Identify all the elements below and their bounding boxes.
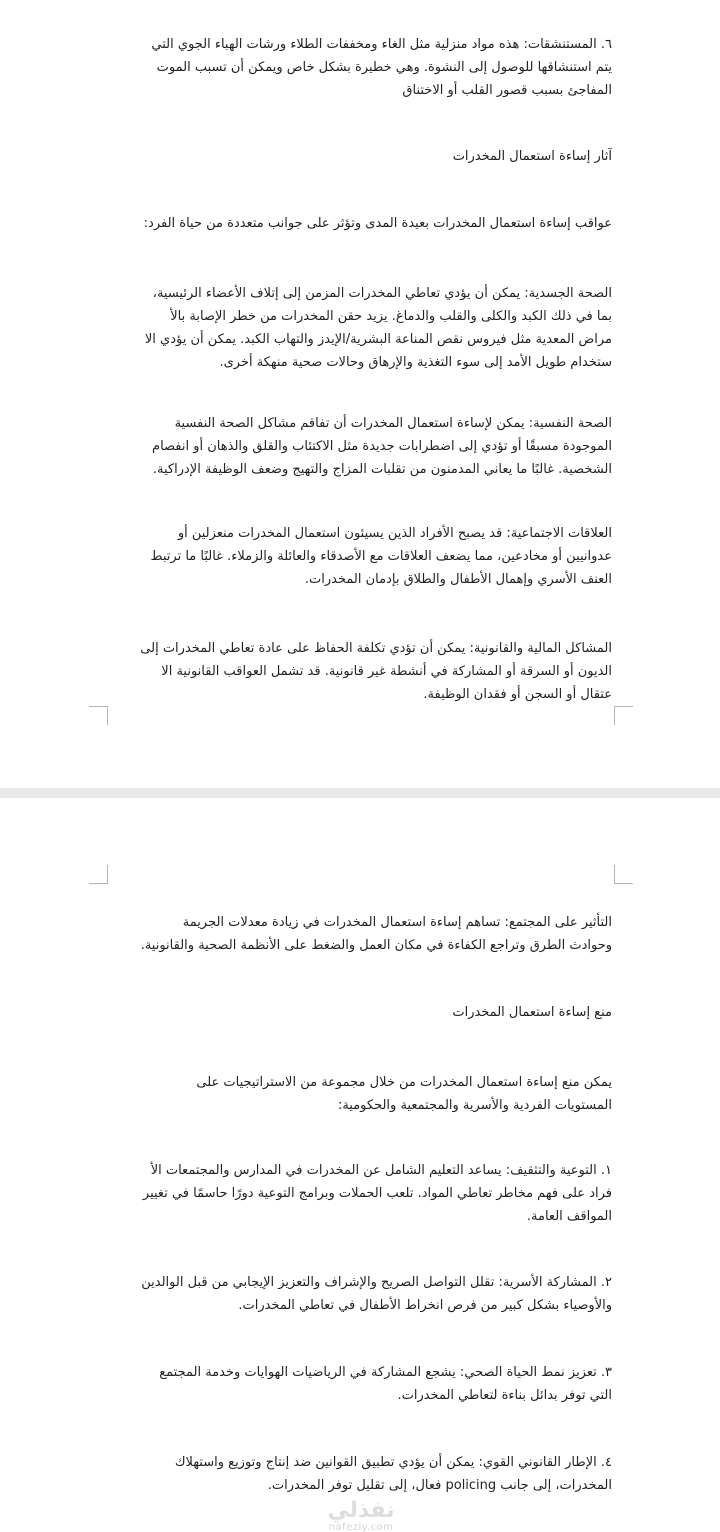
text-line: ١. التوعية والتثقيف: يساعد التعليم الشامل عن المخدرات في المدارس والمجتمعات الأ bbox=[150, 1163, 612, 1178]
nafezly-watermark bbox=[316, 1500, 406, 1532]
text-line: عدوانيين أو مخادعين، مما يضعف العلاقات مع الأصدقاء والعائلة والزملاء. غالبًا ما ترتبط bbox=[150, 549, 612, 564]
heading-text: منع إساءة استعمال المخدرات bbox=[452, 1005, 612, 1020]
paragraph-inhalants bbox=[104, 33, 612, 102]
crop-mark-left bbox=[89, 706, 108, 725]
crop-mark-right bbox=[614, 706, 633, 725]
paragraph-society-impact bbox=[104, 911, 612, 957]
text-line: يتم استنشاقها للوصول إلى النشوة. وهي خطيرة بشكل خاص ويمكن أن تسبب الموت bbox=[156, 60, 612, 75]
text-line: بما في ذلك الكبد والكلى والقلب والدماغ. يزيد حقن المخدرات من خطر الإصابة بالأ bbox=[170, 309, 612, 324]
heading-prevention bbox=[104, 1001, 612, 1024]
text-line: العلاقات الاجتماعية: قد يصبح الأفراد الذين يسيئون استعمال المخدرات منعزلين أو bbox=[177, 526, 612, 541]
text-line: المخدرات، إلى جانب policing فعال، إلى تقليل توفر المخدرات. bbox=[267, 1478, 612, 1493]
text-line: عتقال أو السجن أو فقدان الوظيفة. bbox=[423, 687, 612, 702]
text-line: المشاكل المالية والقانونية: يمكن أن تؤدي تكلفة الحفاظ على عادة تعاطي المخدرات إلى bbox=[140, 641, 612, 656]
text-line: والأوصياء بشكل كبير من فرص انخراط الأطفال في تعاطي المخدرات. bbox=[238, 1298, 612, 1313]
text-line: التأثير على المجتمع: تساهم إساءة استعمال المخدرات في زيادة معدلات الجريمة bbox=[182, 915, 612, 930]
paragraph-education bbox=[104, 1159, 612, 1228]
text-line: الصحة الجسدية: يمكن أن يؤدي تعاطي المخدرات المزمن إلى إتلاف الأعضاء الرئيسية، bbox=[152, 286, 612, 301]
text-line: المواقف العامة. bbox=[526, 1209, 612, 1224]
text-line: المستويات الفردية والأسرية والمجتمعية والحكومية: bbox=[337, 1098, 612, 1113]
paragraph-financial-legal bbox=[104, 637, 612, 706]
paragraph-mental-health bbox=[104, 412, 612, 481]
paragraph-consequences-intro bbox=[104, 212, 612, 235]
text-line: ٢. المشاركة الأسرية: تقلل التواصل الصريح والإشراف والتعزيز الإيجابي من قبل الوالدين bbox=[141, 1275, 612, 1290]
text-line: ٦. المستنشقات: هذه مواد منزلية مثل الغاء ومخففات الطلاء ورشات الهباء الجوي التي bbox=[151, 37, 612, 52]
watermark-arabic: نفذلي bbox=[327, 1498, 395, 1523]
text-line: عواقب إساءة استعمال المخدرات بعيدة المدى وتؤثر على جوانب متعددة من حياة الفرد: bbox=[143, 216, 612, 231]
text-line: الديون أو السرقة أو المشاركة في أنشطة غير قانونية. قد تشمل العواقب القانونية الا bbox=[161, 664, 612, 679]
text-line: فراد على فهم مخاطر تعاطي المواد. تلعب الحملات وبرامج التوعية دورًا حاسمًا في تغيير bbox=[142, 1186, 612, 1201]
text-line: التي توفر بدائل بناءة لتعاطي المخدرات. bbox=[397, 1388, 612, 1403]
paragraph-healthy-lifestyle bbox=[104, 1361, 612, 1407]
heading-drug-abuse-effects bbox=[104, 145, 612, 168]
paragraph-prevention-intro bbox=[104, 1071, 612, 1117]
text-line: المفاجئ بسبب قصور القلب أو الاختناق bbox=[402, 83, 612, 98]
text-line: يمكن منع إساءة استعمال المخدرات من خلال مجموعة من الاستراتيجيات على bbox=[196, 1075, 612, 1090]
crop-mark-right bbox=[614, 865, 633, 884]
text-line: ستخدام طويل الأمد إلى سوء التغذية والإرهاق وحالات صحية منهكة أخرى. bbox=[219, 355, 612, 370]
text-line: الصحة النفسية: يمكن لإساءة استعمال المخدرات أن تفاقم مشاكل الصحة النفسية bbox=[174, 416, 612, 431]
text-line: الموجودة مسبقًا أو تؤدي إلى اضطرابات جديدة مثل الاكتئاب والقلق والذهان أو انفصام bbox=[152, 439, 612, 454]
heading-text: آثار إساءة استعمال المخدرات bbox=[452, 149, 612, 164]
crop-mark-left bbox=[89, 865, 108, 884]
text-line: ٣. تعزيز نمط الحياة الصحي: يشجع المشاركة في الرياضيات الهوايات وخدمة المجتمع bbox=[159, 1365, 612, 1380]
paragraph-physical-health bbox=[104, 282, 612, 374]
paragraph-family-involvement bbox=[104, 1271, 612, 1317]
paragraph-legal-framework bbox=[104, 1451, 612, 1497]
paragraph-social-relations bbox=[104, 522, 612, 591]
text-line: مراض المعدية مثل فيروس نقص المناعة البشرية/الإيدز والتهاب الكبد. يمكن أن يؤدي الا bbox=[144, 332, 612, 347]
text-line: ٤. الإطار القانوني القوي: يمكن أن يؤدي تطبيق القوانين ضد إنتاج وتوزيع واستهلاك bbox=[174, 1455, 612, 1470]
watermark-url: nafezly.com bbox=[328, 1522, 394, 1532]
text-line: العنف الأسري وإهمال الأطفال والطلاق بإدمان المخدرات. bbox=[304, 572, 612, 587]
text-line: الشخصية. غالبًا ما يعاني المدمنون من تقلبات المزاج والتهيج وضعف الوظيفة الإدراكية. bbox=[152, 462, 612, 477]
text-line: وحوادث الطرق وتراجع الكفاءة في مكان العمل والضغط على الأنظمة الصحية والقانونية. bbox=[140, 938, 612, 953]
document-page-2 bbox=[0, 798, 720, 1532]
